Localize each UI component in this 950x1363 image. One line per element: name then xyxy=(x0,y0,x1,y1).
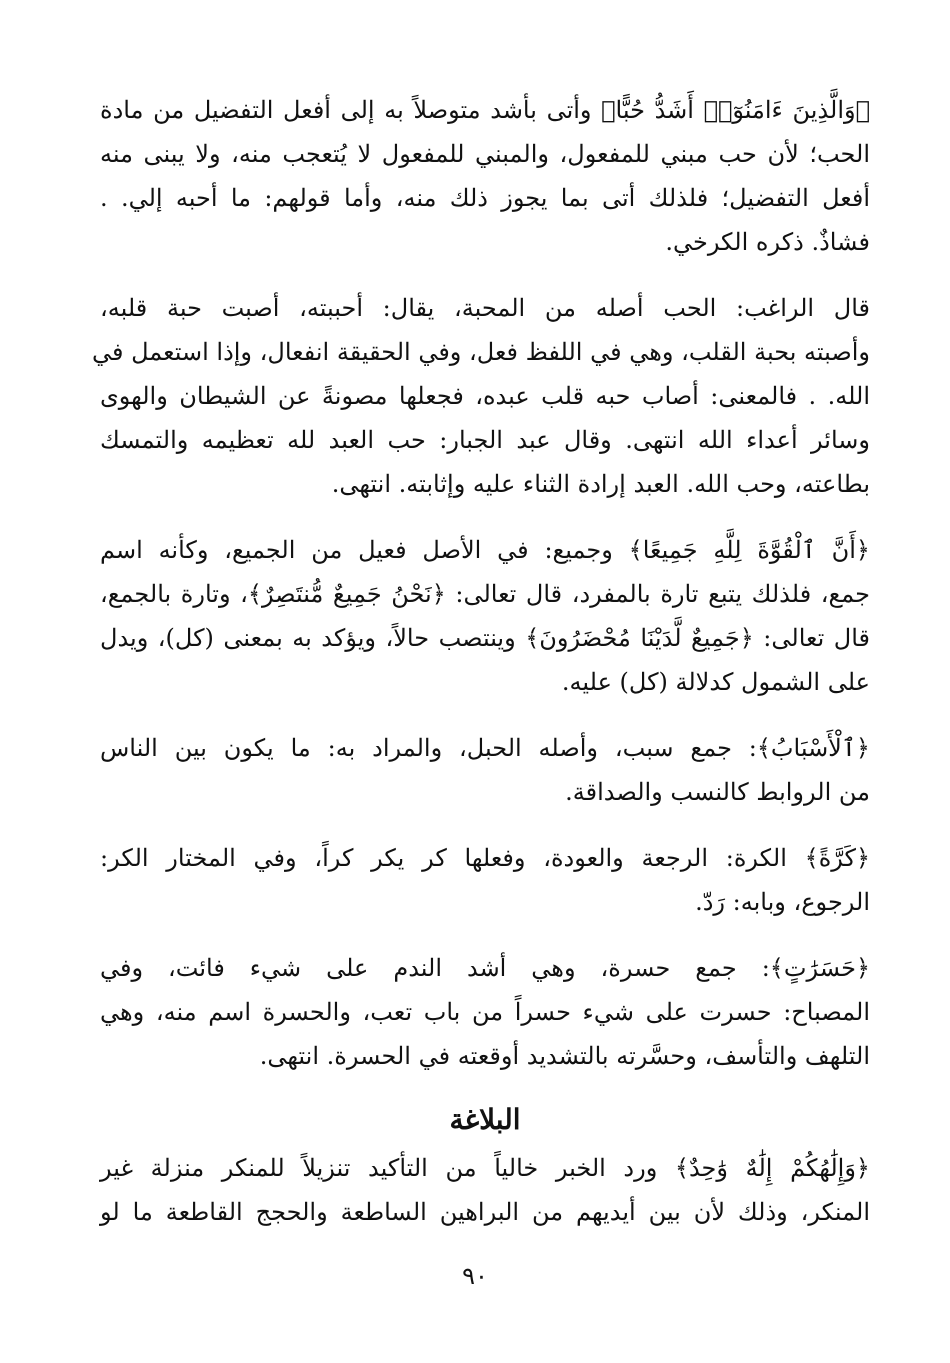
page-number: ٩٠ xyxy=(462,1262,488,1290)
section-heading: البلاغة xyxy=(449,1103,521,1136)
text-line: قال الراغب: الحب أصله من المحبة، يقال: أحببته، أصبت حبة قلبه، xyxy=(100,294,871,322)
text-line: بطاعته، وحب الله. العبد إرادة الثناء عليه وإثابته. انتهى. xyxy=(331,470,870,498)
paragraph-hasarat xyxy=(100,946,870,1078)
text-line: ﴿وَإِلَٰهُكُمْ إِلَٰهٌ وَٰحِدٌ﴾ ورد الخبر خالياً من التأكيد تنزيلاً للمنكر منزلة غير xyxy=(100,1154,870,1182)
paragraph-karra xyxy=(100,836,870,924)
text-line: ﴿كَرَّةً﴾ الكرة: الرجعة والعودة، وفعلها كر يكر كراً، وفي المختار الكر: xyxy=(100,844,871,872)
paragraph-raghib xyxy=(92,286,871,506)
text-line: الرجوع، وبابه: رَدّ. xyxy=(695,888,870,916)
text-line: ﴿أَنَّ ٱلْقُوَّةَ لِلَّهِ جَمِيعًا﴾ وجميع: في الأصل فعيل من الجميع، وكأنه اسم xyxy=(100,536,870,564)
text-line: ﴿وَالَّذِينَ ءَامَنُوٓا۟ أَشَدُّ حُبًّا﴾ وأتى بأشد متوصلاً به إلى أفعل التفضيل من مادة xyxy=(100,96,870,124)
text-line: المنكر، وذلك لأن بين أيديهم من البراهين الساطعة والحجج القاطعة ما لو xyxy=(100,1198,870,1226)
text-line: الحب؛ لأن حب مبني للمفعول، والمبني للمفعول لا يُتعجب منه، ولا يبنى منه xyxy=(100,140,870,168)
text-line: التلهف والتأسف، وحسَّرته بالتشديد أوقعته في الحسرة. انتهى. xyxy=(259,1042,870,1070)
text-line: من الروابط كالنسب والصداقة. xyxy=(565,778,870,806)
paragraph-balagha xyxy=(100,1146,870,1234)
text-line: جمع، فلذلك يتبع تارة بالمفرد، قال تعالى: ﴿نَحْنُ جَمِيعٌ مُّنتَصِرٌ﴾، وتارة بالجمع، xyxy=(100,580,870,608)
paragraph-love-verse xyxy=(100,88,870,264)
text-line: ﴿حَسَرَٰتٍ﴾: جمع حسرة، وهي أشد الندم على شيء فائت، وفي xyxy=(100,954,870,982)
text-line: وأصبته بحبة القلب، وهي في اللفظ فعل، وفي الحقيقة انفعال، وإذا استعمل في xyxy=(92,338,870,366)
text-line: قال تعالى: ﴿جَمِيعٌ لَّدَيْنَا مُحْضَرُونَ﴾ وينتصب حالاً، ويؤكد به بمعنى (كل)، ويدل xyxy=(100,624,871,652)
text-line: ﴿ٱلْأَسْبَابُ﴾: جمع سبب، وأصله الحبل، والمراد به: ما يكون بين الناس xyxy=(100,734,870,762)
text-line: أفعل التفضيل؛ فلذلك أتى بما يجوز ذلك منه، وأما قولهم: ما أحبه إلي. . xyxy=(100,184,870,212)
paragraph-asbab xyxy=(100,726,870,814)
text-line: الله. . فالمعنى: أصاب حبه قلب عبده، فجعلها مصونةً عن الشيطان والهوى xyxy=(100,382,870,410)
text-line: على الشمول كدلالة (كل) عليه. xyxy=(561,668,870,696)
text-line: المصباح: حسرت على شيء حسراً من باب تعب، والحسرة اسم منه، وهي xyxy=(100,998,871,1026)
paragraph-jamee xyxy=(100,528,870,704)
text-line: فشاذٌ. ذكره الكرخي. xyxy=(665,228,870,256)
text-line: وسائر أعداء الله انتهى. وقال عبد الجبار: حب العبد لله تعظيمه والتمسك xyxy=(100,426,870,454)
